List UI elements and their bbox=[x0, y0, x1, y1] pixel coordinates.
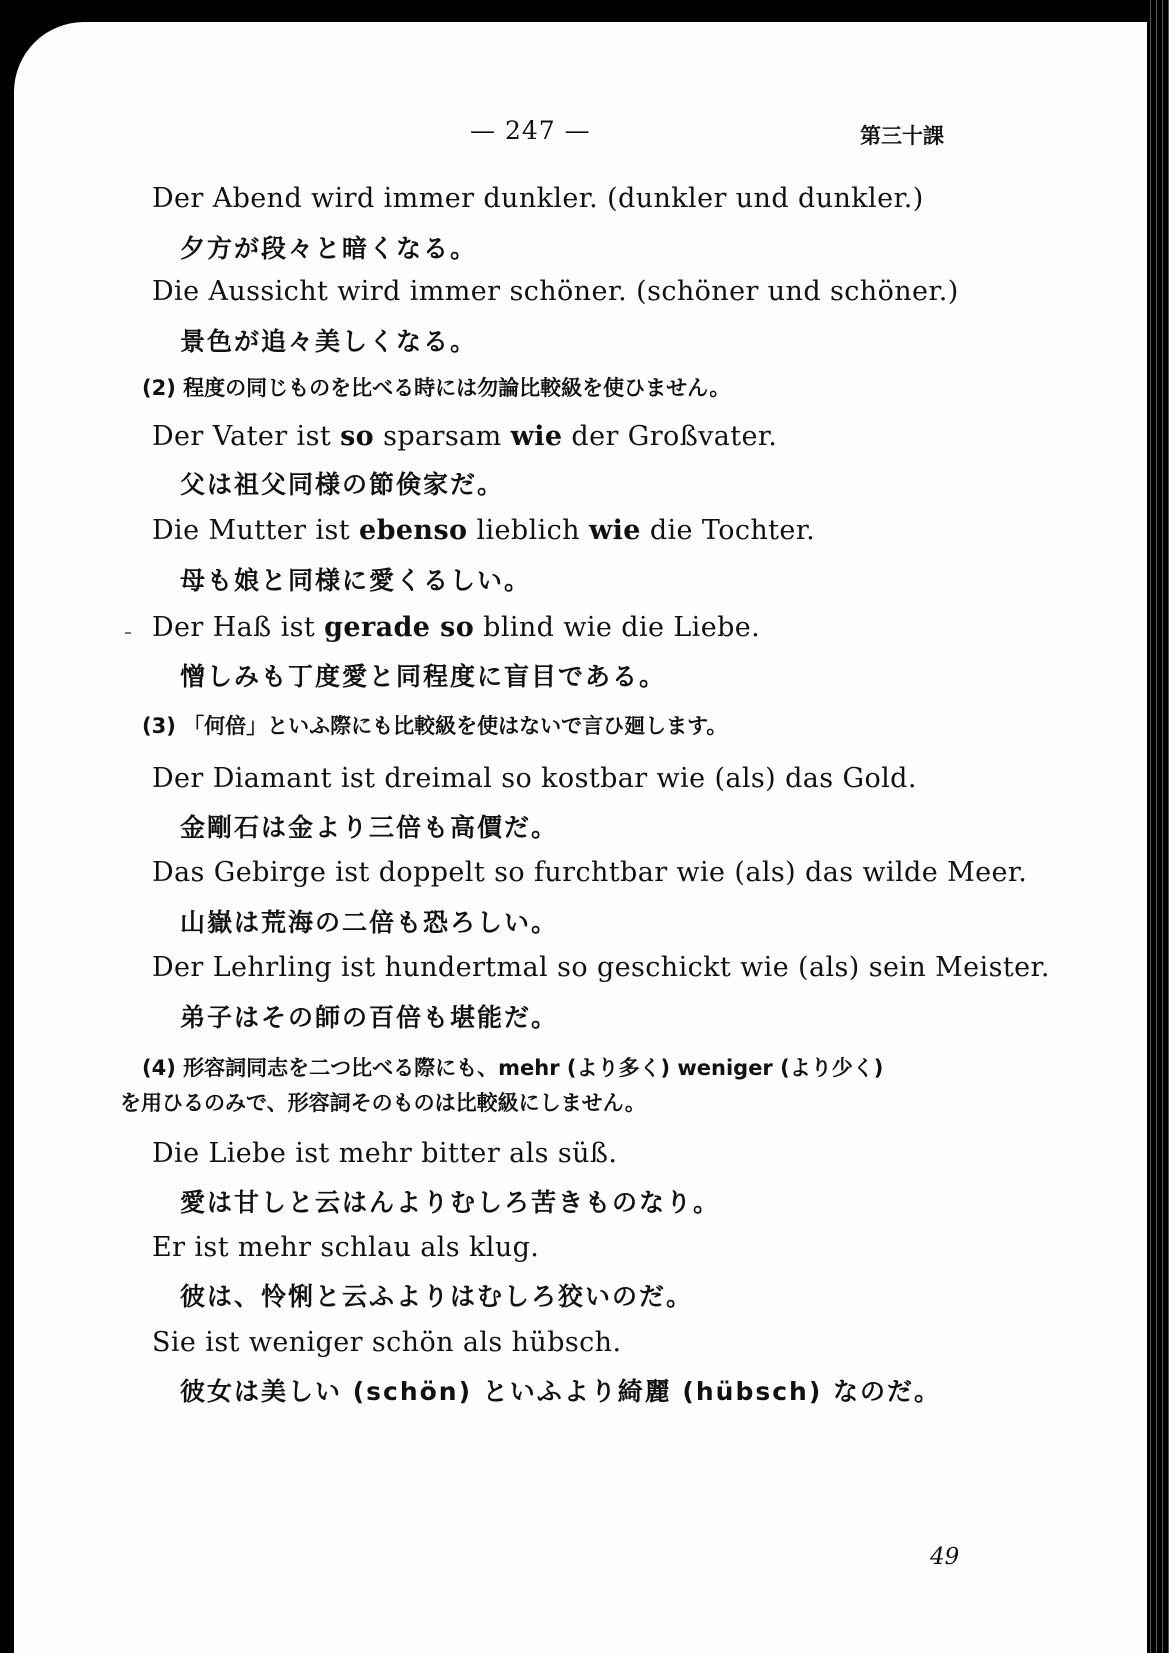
german-sentence bbox=[152, 612, 760, 643]
emphasized-word: so bbox=[340, 421, 375, 452]
grammar-note: (2) 程度の同じものを比べる時には勿論比較級を使ひません。 bbox=[142, 376, 731, 400]
grammar-note: (4) 形容詞同志を二つ比べる際にも、mehr (より多く) weniger (より少く) bbox=[142, 1056, 884, 1080]
sentence-fragment: Sie ist weniger schön als hübsch. bbox=[152, 1327, 622, 1358]
folio-number: 49 bbox=[930, 1544, 960, 1570]
japanese-translation: 愛は甘しと云はんよりむしろ苦きものなり。 bbox=[180, 1188, 721, 1217]
emphasized-word: gerade so bbox=[324, 612, 475, 643]
margin-mark bbox=[125, 632, 131, 634]
german-sentence bbox=[152, 857, 1027, 888]
page-number: — 247 — bbox=[470, 116, 591, 145]
sentence-fragment: Der Vater ist bbox=[152, 421, 341, 452]
japanese-translation: 景色が追々美しくなる。 bbox=[180, 327, 478, 356]
sentence-fragment: lieblich bbox=[467, 515, 589, 546]
german-sentence bbox=[152, 276, 959, 307]
german-sentence bbox=[152, 1327, 621, 1358]
sentence-fragment: Der Haß ist bbox=[152, 612, 325, 643]
sentence-fragment: Die Liebe ist mehr bitter als süß. bbox=[152, 1138, 618, 1169]
japanese-translation: 山嶽は荒海の二倍も恐ろしい。 bbox=[180, 908, 559, 937]
sentence-fragment: Die Mutter ist bbox=[152, 515, 359, 546]
german-sentence bbox=[152, 421, 777, 452]
emphasized-word: wie bbox=[588, 515, 641, 546]
sentence-fragment: Die Aussicht wird immer schöner. (schöner und schöner.) bbox=[152, 276, 959, 307]
sentence-fragment: blind wie die Liebe. bbox=[474, 612, 761, 643]
german-sentence bbox=[152, 183, 924, 214]
sentence-fragment: Der Diamant ist dreimal so kostbar wie (als) das Gold. bbox=[152, 763, 917, 794]
german-sentence bbox=[152, 952, 1050, 983]
japanese-translation: 憎しみも丁度愛と同程度に盲目である。 bbox=[180, 662, 667, 691]
lesson-heading: 第三十課 bbox=[860, 124, 944, 148]
sentence-fragment: Das Gebirge ist doppelt so furchtbar wie (als) das wilde Meer. bbox=[152, 857, 1028, 888]
japanese-translation: 彼は、怜悧と云ふよりはむしろ狡いのだ。 bbox=[180, 1282, 694, 1311]
japanese-translation: 母も娘と同様に愛くるしい。 bbox=[180, 566, 532, 595]
grammar-note: を用ひるのみで、形容詞そのものは比較級にしません。 bbox=[120, 1091, 646, 1115]
german-sentence bbox=[152, 763, 917, 794]
grammar-note: (3) 「何倍」といふ際にも比較級を使はないで言ひ廻します。 bbox=[142, 714, 728, 738]
german-sentence bbox=[152, 1232, 539, 1263]
japanese-translation: 父は祖父同様の節倹家だ。 bbox=[180, 470, 505, 499]
sentence-fragment: Der Lehrling ist hundertmal so geschickt wie (als) sein Meister. bbox=[152, 952, 1050, 983]
german-sentence bbox=[152, 515, 815, 546]
japanese-translation: 弟子はその師の百倍も堪能だ。 bbox=[180, 1003, 559, 1032]
german-sentence bbox=[152, 1138, 617, 1169]
emphasized-word: ebenso bbox=[358, 515, 468, 546]
japanese-translation: 彼女は美しい (schön) といふより綺麗 (hübsch) なのだ。 bbox=[180, 1377, 941, 1406]
sentence-fragment: die Tochter. bbox=[640, 515, 816, 546]
japanese-translation: 夕方が段々と暗くなる。 bbox=[180, 234, 478, 263]
japanese-translation: 金剛石は金より三倍も高價だ。 bbox=[180, 813, 559, 842]
scan-edge bbox=[1147, 0, 1169, 1653]
sentence-fragment: Er ist mehr schlau als klug. bbox=[152, 1232, 540, 1263]
sentence-fragment: der Großvater. bbox=[562, 421, 778, 452]
emphasized-word: wie bbox=[510, 421, 563, 452]
sentence-fragment: sparsam bbox=[374, 421, 511, 452]
sentence-fragment: Der Abend wird immer dunkler. (dunkler und dunkler.) bbox=[152, 183, 924, 214]
